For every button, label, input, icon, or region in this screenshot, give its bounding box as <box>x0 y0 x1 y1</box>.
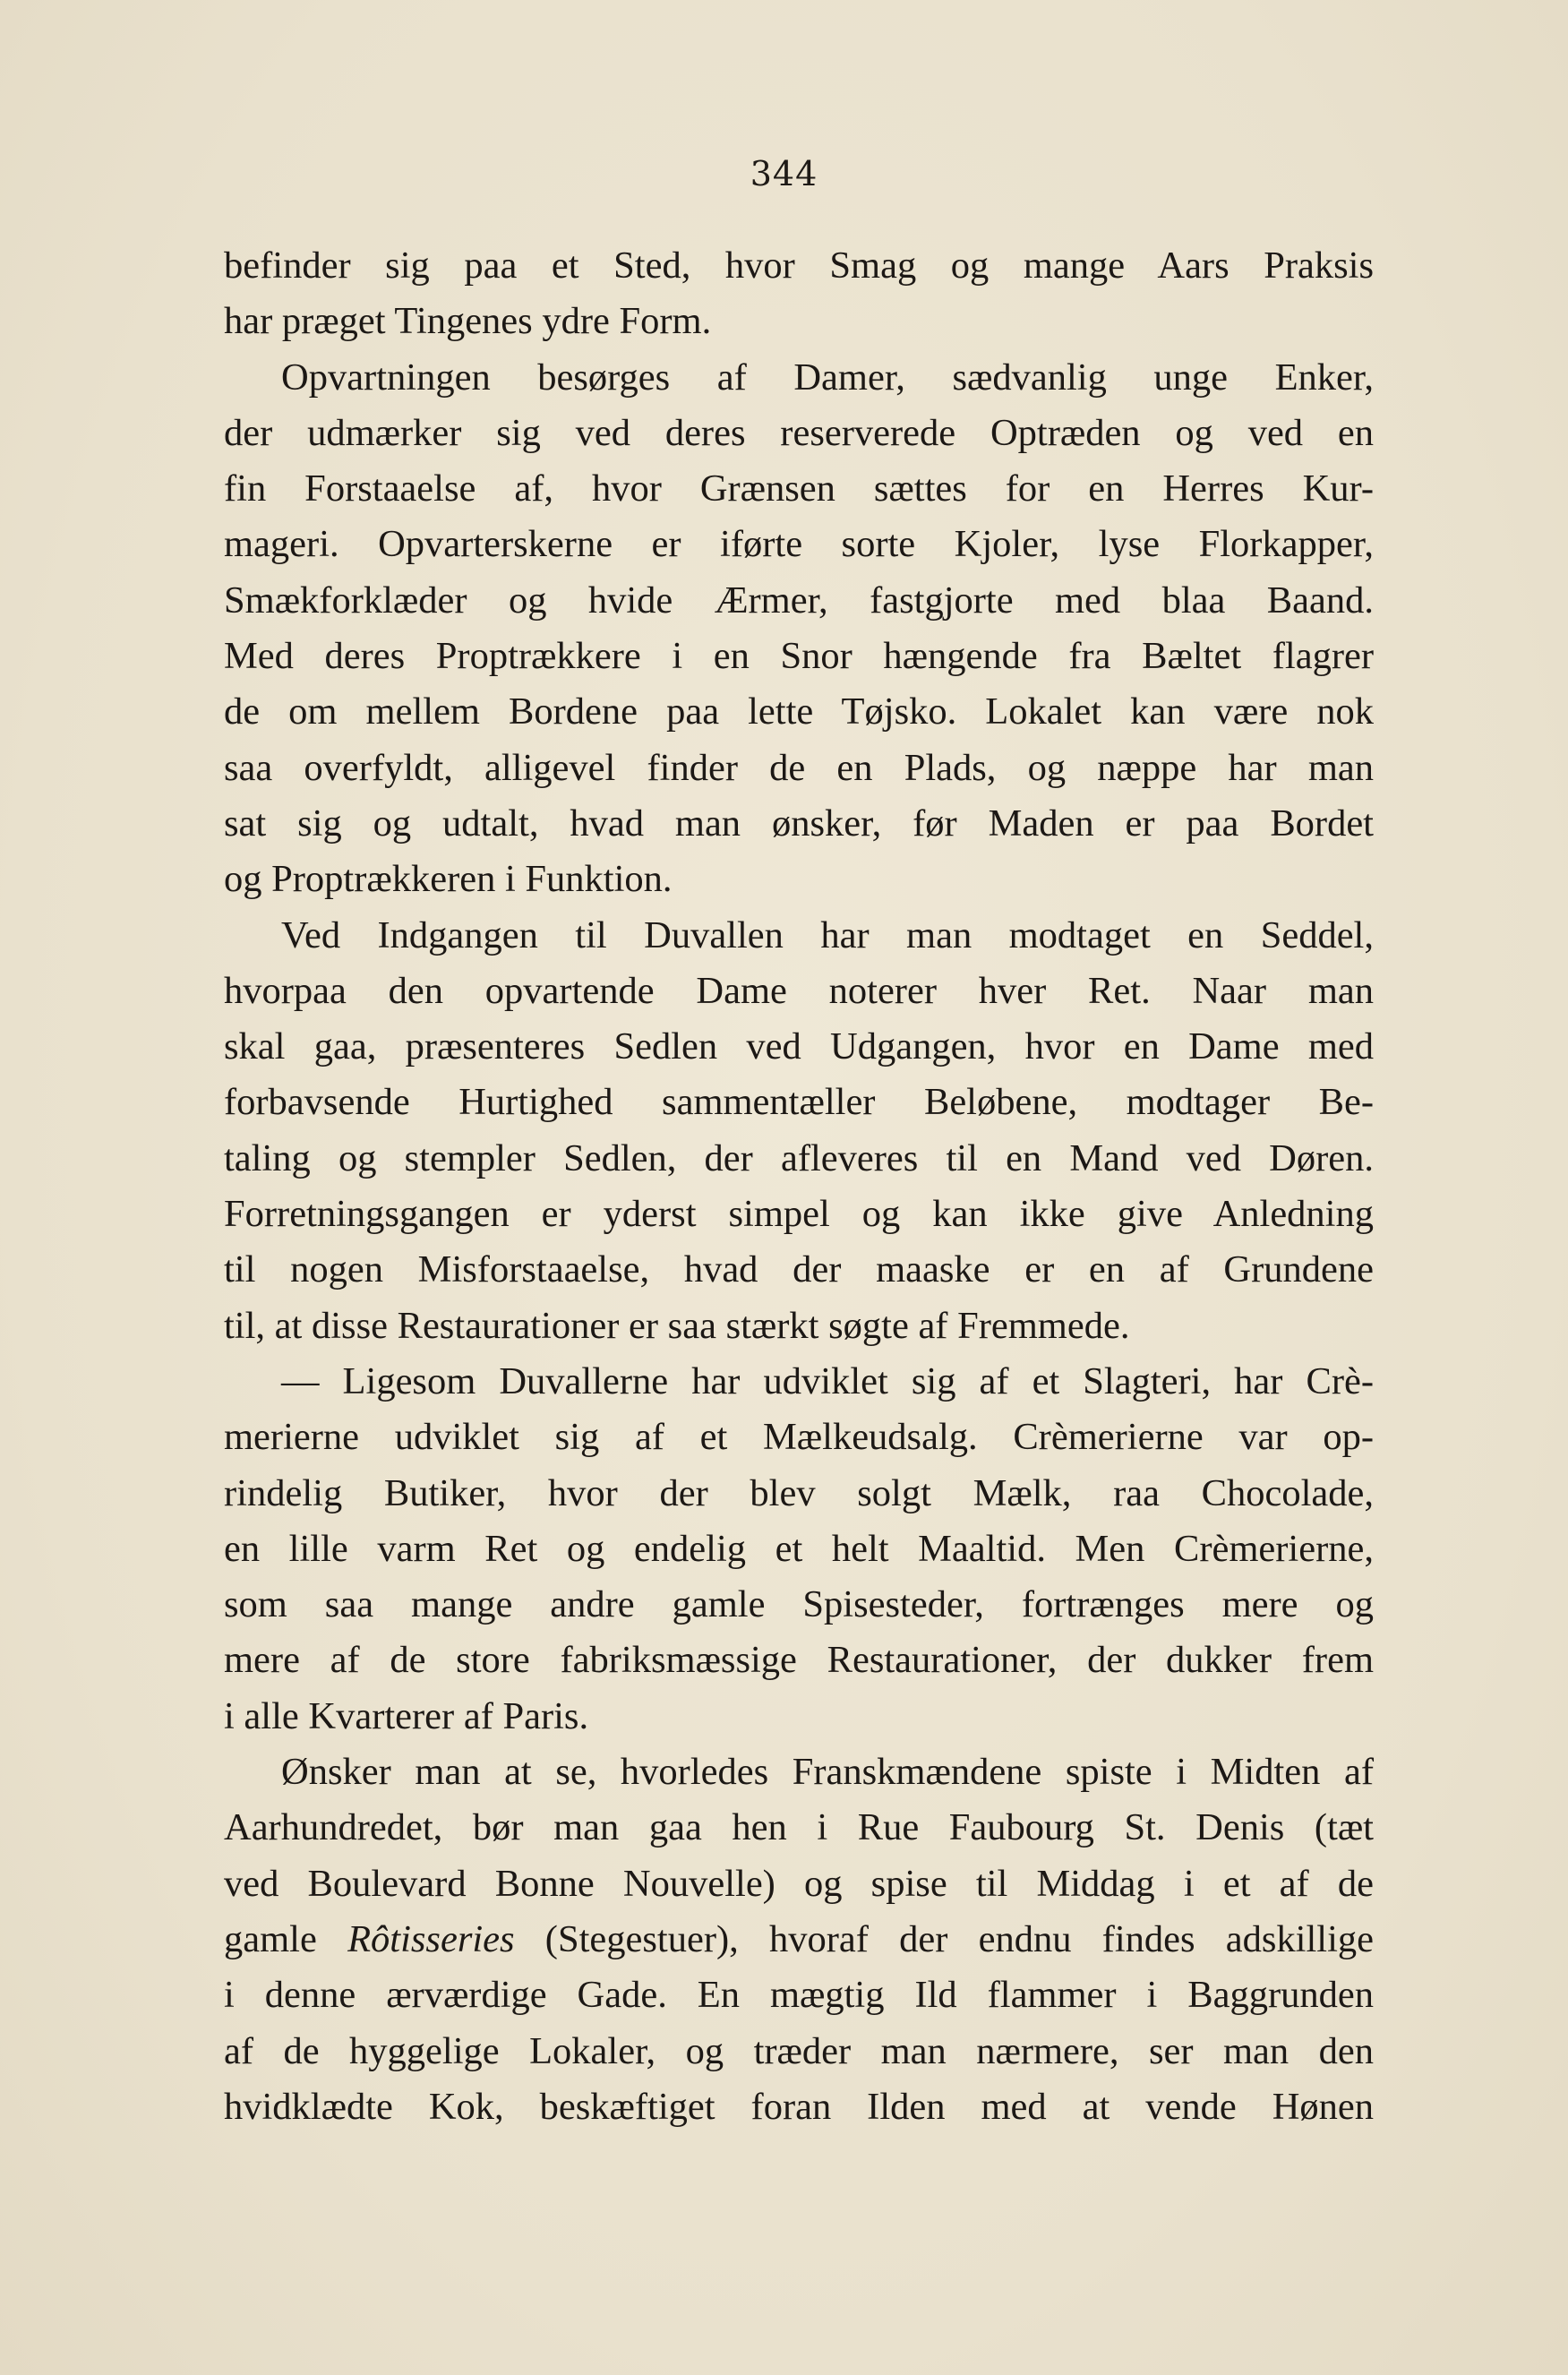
text-line: mageri. Opvarterskerne er iførte sorte Kjoler, lyse Florkapper, <box>224 523 1374 566</box>
text-line: mere af de store fabriksmæssige Restaurationer, der dukker frem <box>224 1639 1374 1682</box>
text-line: i alle Kvarterer af Paris. <box>224 1694 589 1737</box>
text-line: Aarhundredet, bør man gaa hen i Rue Faubourg St. Denis (tæt <box>224 1806 1374 1849</box>
italic-term: Rôtisseries <box>347 1917 515 1960</box>
text-line: forbavsende Hurtighed sammentæller Beløbene, modtager Be- <box>224 1081 1374 1124</box>
text-line: der udmærker sig ved deres reserverede Optræden og ved en <box>224 411 1374 454</box>
text-line: de om mellem Bordene paa lette Tøjsko. Lokalet kan være nok <box>224 690 1374 733</box>
text-line: fin Forstaaelse af, hvor Grænsen sættes for en Herres Kur- <box>224 467 1374 510</box>
text-line: hvorpaa den opvartende Dame noterer hver Ret. Naar man <box>224 969 1374 1012</box>
text-run: (Stegestuer), hvoraf der endnu findes adskillige <box>514 1917 1374 1960</box>
text-line: befinder sig paa et Sted, hvor Smag og mange Aars Praksis <box>224 244 1374 287</box>
text-line: Ønsker man at se, hvorledes Franskmændene spiste i Midten af <box>281 1751 1374 1794</box>
text-line: til nogen Misforstaaelse, hvad der maaske er en af Grundene <box>224 1248 1374 1291</box>
text-line: taling og stempler Sedlen, der afleveres til en Mand ved Døren. <box>224 1136 1374 1179</box>
text-line: af de hyggelige Lokaler, og træder man nærmere, ser man den <box>224 2029 1374 2072</box>
text-run: gamle <box>224 1917 348 1960</box>
text-line: Opvartningen besørges af Damer, sædvanlig unge Enker, <box>281 356 1374 399</box>
text-line: i denne ærværdige Gade. En mægtig Ild flammer i Baggrunden <box>224 1974 1374 2017</box>
body-text <box>224 238 1374 2135</box>
text-line: Ved Indgangen til Duvallen har man modtaget en Seddel, <box>281 913 1374 956</box>
text-line: har præget Tingenes ydre Form. <box>224 300 712 343</box>
text-line <box>224 1912 1374 1968</box>
text-line: en lille varm Ret og endelig et helt Maaltid. Men Crèmerierne, <box>224 1527 1374 1570</box>
text-line: og Proptrækkeren i Funktion. <box>224 858 673 901</box>
text-line: sat sig og udtalt, hvad man ønsker, før Maden er paa Bordet <box>224 802 1374 845</box>
text-line: rindelig Butiker, hvor der blev solgt Mælk, raa Chocolade, <box>224 1471 1374 1514</box>
text-line: Med deres Proptrækkere i en Snor hængende fra Bæltet flagrer <box>224 635 1374 678</box>
text-line: — Ligesom Duvallerne har udviklet sig af et Slagteri, har Crè- <box>281 1359 1374 1402</box>
text-line: Smækforklæder og hvide Ærmer, fastgjorte med blaa Baand. <box>224 579 1374 622</box>
text-line: skal gaa, præsenteres Sedlen ved Udgangen, hvor en Dame med <box>224 1025 1374 1068</box>
text-line: Forretningsgangen er yderst simpel og kan ikke give Anledning <box>224 1193 1374 1236</box>
text-line: til, at disse Restaurationer er saa stærkt søgte af Fremmede. <box>224 1304 1130 1347</box>
page-number: 344 <box>750 154 818 193</box>
text-line: hvidklædte Kok, beskæftiget foran Ilden med at vende Hønen <box>224 2085 1374 2128</box>
text-line: som saa mange andre gamle Spisesteder, fortrænges mere og <box>224 1583 1374 1626</box>
text-line: saa overfyldt, alligevel finder de en Plads, og næppe har man <box>224 746 1374 789</box>
text-line: ved Boulevard Bonne Nouvelle) og spise til Middag i et af de <box>224 1862 1374 1905</box>
text-line: merierne udviklet sig af et Mælkeudsalg. Crèmerierne var op- <box>224 1416 1374 1459</box>
